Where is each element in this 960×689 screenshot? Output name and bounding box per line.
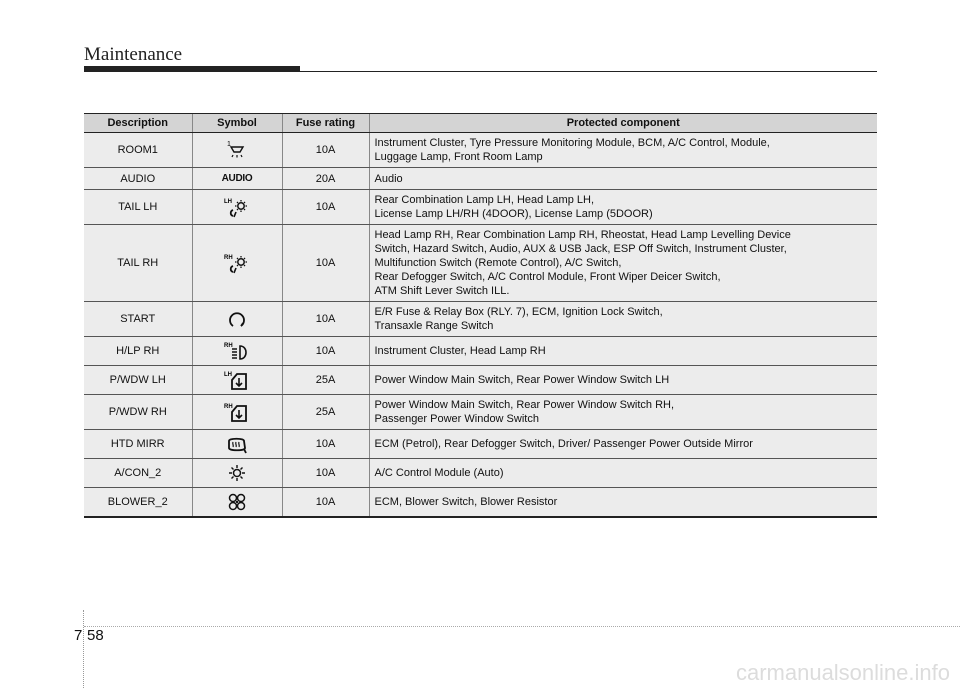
tail-lamp-lh-icon: [224, 196, 250, 218]
svg-text:1: 1: [227, 141, 231, 148]
protected-component-line: License Lamp LH/RH (4DOOR), License Lamp (5DOOR): [374, 208, 653, 220]
svg-text:LH: LH: [224, 372, 232, 378]
fuse-description: BLOWER_2: [84, 488, 192, 518]
audio-text-icon: AUDIO: [221, 173, 253, 184]
protected-component: [369, 459, 877, 488]
table-row: [84, 337, 877, 366]
fuse-description: P/WDW LH: [84, 366, 192, 395]
table-row: [84, 168, 877, 190]
fuse-rating: 10A: [282, 337, 369, 366]
protected-component: [369, 190, 877, 225]
protected-component-line: Multifunction Switch (Remote Control), A/C Switch,: [374, 257, 622, 269]
table-row: [84, 225, 877, 302]
fuse-description: P/WDW RH: [84, 395, 192, 430]
fuse-description: H/LP RH: [84, 337, 192, 366]
fuse-description: TAIL RH: [84, 225, 192, 302]
power-window-lh-icon: [224, 369, 250, 391]
protected-component-line: Switch, Hazard Switch, Audio, AUX & USB Jack, ESP Off Switch, Instrument Cluster,: [374, 243, 787, 255]
heated-mirror-icon: [224, 433, 250, 455]
protected-component-line: Power Window Main Switch, Rear Power Window Switch LH: [374, 374, 670, 386]
svg-text:RH: RH: [224, 255, 233, 261]
fuse-symbol-cell: [192, 430, 282, 459]
protected-component-line: A/C Control Module (Auto): [374, 467, 504, 479]
headlamp-rh-icon: [224, 340, 250, 362]
fuse-symbol-cell: [192, 488, 282, 518]
protected-component: [369, 302, 877, 337]
table-row: [84, 488, 877, 518]
svg-text:RH: RH: [224, 404, 233, 410]
protected-component-line: ECM (Petrol), Rear Defogger Switch, Driver/ Passenger Power Outside Mirror: [374, 438, 753, 450]
fuse-symbol-cell: [192, 366, 282, 395]
fuse-rating: 10A: [282, 459, 369, 488]
section-title: Maintenance: [84, 44, 183, 65]
fuse-rating: 20A: [282, 168, 369, 190]
svg-text:RH: RH: [224, 343, 233, 349]
fuse-symbol-cell: [192, 133, 282, 168]
fuse-table: [84, 113, 877, 518]
air-conditioner-icon: [224, 462, 250, 484]
protected-component: [369, 168, 877, 190]
fuse-symbol-cell: [192, 302, 282, 337]
footer-divider: [83, 610, 84, 688]
header-symbol: Symbol: [192, 114, 282, 133]
blower-fan-icon: [224, 491, 250, 513]
fuse-description: HTD MIRR: [84, 430, 192, 459]
protected-component-line: Luggage Lamp, Front Room Lamp: [374, 151, 543, 163]
protected-component-line: Transaxle Range Switch: [374, 320, 494, 332]
room-lamp-icon: [224, 139, 250, 161]
protected-component: [369, 337, 877, 366]
protected-component: [369, 488, 877, 518]
protected-component-line: Audio: [374, 172, 403, 185]
fuse-rating: 25A: [282, 395, 369, 430]
fuse-rating: 10A: [282, 488, 369, 518]
fuse-description: AUDIO: [84, 168, 192, 190]
protected-component-line: Rear Combination Lamp LH, Head Lamp LH,: [374, 194, 595, 206]
fuse-description: TAIL LH: [84, 190, 192, 225]
fuse-description: START: [84, 302, 192, 337]
fuse-rating: 10A: [282, 190, 369, 225]
protected-component: [369, 225, 877, 302]
fuse-rating: 10A: [282, 133, 369, 168]
fuse-symbol-cell: [192, 168, 282, 190]
protected-component-line: Head Lamp RH, Rear Combination Lamp RH, Rheostat, Head Lamp Levelling Device: [374, 229, 791, 241]
power-window-rh-icon: [224, 401, 250, 423]
fuse-rating: 10A: [282, 302, 369, 337]
header-rule-thin: [300, 71, 877, 72]
footer-rule: [84, 626, 960, 627]
table-row: [84, 459, 877, 488]
protected-component-line: Instrument Cluster, Tyre Pressure Monitoring Module, BCM, A/C Control, Module,: [374, 137, 770, 149]
fuse-rating: 25A: [282, 366, 369, 395]
fuse-description: A/CON_2: [84, 459, 192, 488]
fuse-rating: 10A: [282, 430, 369, 459]
table-row: [84, 190, 877, 225]
table-row: [84, 133, 877, 168]
protected-component-line: Passenger Power Window Switch: [374, 413, 539, 425]
fuse-symbol-cell: [192, 190, 282, 225]
fuse-symbol-cell: [192, 395, 282, 430]
table-header-row: [84, 114, 877, 133]
protected-component-line: Rear Defogger Switch, A/C Control Module, Front Wiper Deicer Switch,: [374, 271, 721, 283]
header-protected-component: Protected component: [369, 114, 877, 133]
fuse-symbol-cell: [192, 459, 282, 488]
svg-text:LH: LH: [224, 199, 232, 205]
fuse-description: ROOM1: [84, 133, 192, 168]
protected-component-line: Instrument Cluster, Head Lamp RH: [374, 345, 546, 357]
table-row: [84, 302, 877, 337]
start-icon: [224, 308, 250, 330]
protected-component: [369, 366, 877, 395]
protected-component: [369, 395, 877, 430]
header-description: Description: [84, 114, 192, 133]
protected-component: [369, 430, 877, 459]
protected-component-line: Power Window Main Switch, Rear Power Window Switch RH,: [374, 399, 675, 411]
tail-lamp-rh-icon: [224, 252, 250, 274]
header-rule-thick: [84, 66, 300, 72]
protected-component-line: E/R Fuse & Relay Box (RLY. 7), ECM, Ignition Lock Switch,: [374, 306, 663, 318]
table-row: [84, 395, 877, 430]
table-row: [84, 430, 877, 459]
fuse-symbol-cell: [192, 225, 282, 302]
table-row: [84, 366, 877, 395]
fuse-symbol-cell: [192, 337, 282, 366]
watermark: carmanualsonline.info: [735, 660, 950, 685]
protected-component-line: ECM, Blower Switch, Blower Resistor: [374, 496, 558, 508]
header-fuse-rating: Fuse rating: [282, 114, 369, 133]
chapter-number: 7: [74, 627, 83, 644]
fuse-rating: 10A: [282, 225, 369, 302]
page-number: 58: [87, 627, 104, 644]
protected-component-line: ATM Shift Lever Switch ILL.: [374, 285, 510, 297]
protected-component: [369, 133, 877, 168]
